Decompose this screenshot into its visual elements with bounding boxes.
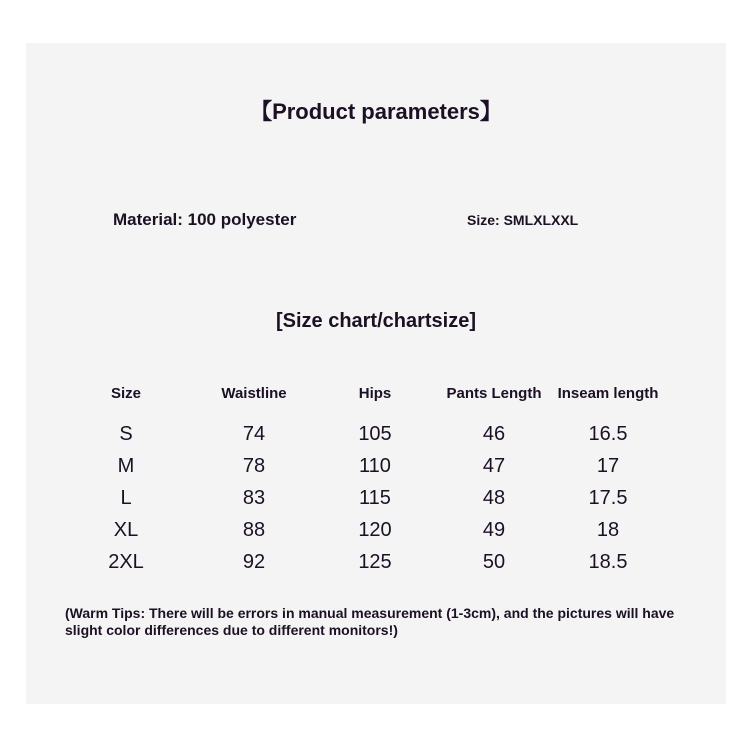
material-text: Material: 100 polyester — [113, 210, 297, 229]
table-cell-inseam-length: 18 — [596, 519, 620, 541]
size-options-text: Size: SMLXLXXL — [467, 212, 579, 228]
product-panel — [26, 43, 726, 704]
table-cell-inseam-length: 18.5 — [588, 551, 628, 573]
column-header-size: Size — [110, 385, 141, 402]
table-cell-waistline: 78 — [242, 455, 266, 477]
column-header-waistline: Waistline — [221, 385, 287, 402]
column-header-inseam-length: Inseam length — [557, 385, 659, 402]
table-cell-pants-length: 48 — [482, 487, 506, 509]
table-cell-inseam-length: 17.5 — [588, 487, 628, 509]
table-cell-size: 2XL — [108, 551, 144, 573]
table-cell-hips: 110 — [359, 455, 391, 477]
table-cell-size: L — [120, 487, 132, 509]
table-cell-pants-length: 49 — [482, 519, 506, 541]
size-chart-title: [Size chart/chartsize] — [275, 310, 477, 332]
table-cell-waistline: 92 — [242, 551, 266, 573]
table-cell-pants-length: 46 — [482, 423, 506, 445]
warm-tips-text: (Warm Tips: There will be errors in manual measurement (1-3cm), and the pictures will have slight color differences due to different monitors!) — [65, 605, 675, 638]
column-header-pants-length: Pants Length — [446, 385, 542, 402]
table-cell-waistline: 88 — [242, 519, 266, 541]
table-cell-hips: 120 — [358, 519, 392, 541]
table-cell-size: XL — [113, 519, 139, 541]
table-cell-hips: 125 — [358, 551, 392, 573]
table-cell-size: S — [119, 423, 133, 445]
column-header-hips: Hips — [358, 385, 392, 402]
table-cell-pants-length: 47 — [482, 455, 506, 477]
table-cell-hips: 115 — [359, 487, 391, 509]
table-cell-hips: 105 — [358, 423, 392, 445]
table-cell-size: M — [117, 455, 135, 477]
table-cell-waistline: 83 — [242, 487, 266, 509]
table-cell-inseam-length: 17 — [596, 455, 620, 477]
table-cell-pants-length: 50 — [482, 551, 506, 573]
page-title: 【Product parameters】 — [250, 99, 502, 124]
table-cell-inseam-length: 16.5 — [588, 423, 628, 445]
table-cell-waistline: 74 — [242, 423, 266, 445]
